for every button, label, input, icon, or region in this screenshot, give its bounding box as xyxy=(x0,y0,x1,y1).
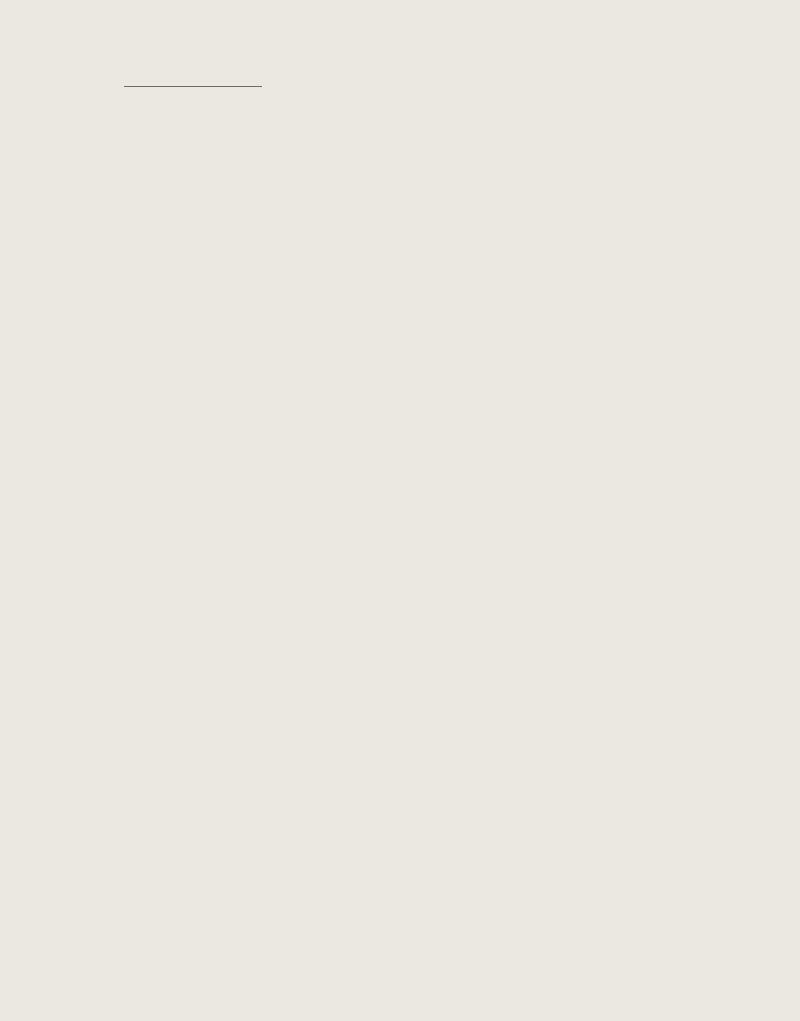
page-text xyxy=(124,70,682,91)
footnote-divider xyxy=(124,86,262,87)
